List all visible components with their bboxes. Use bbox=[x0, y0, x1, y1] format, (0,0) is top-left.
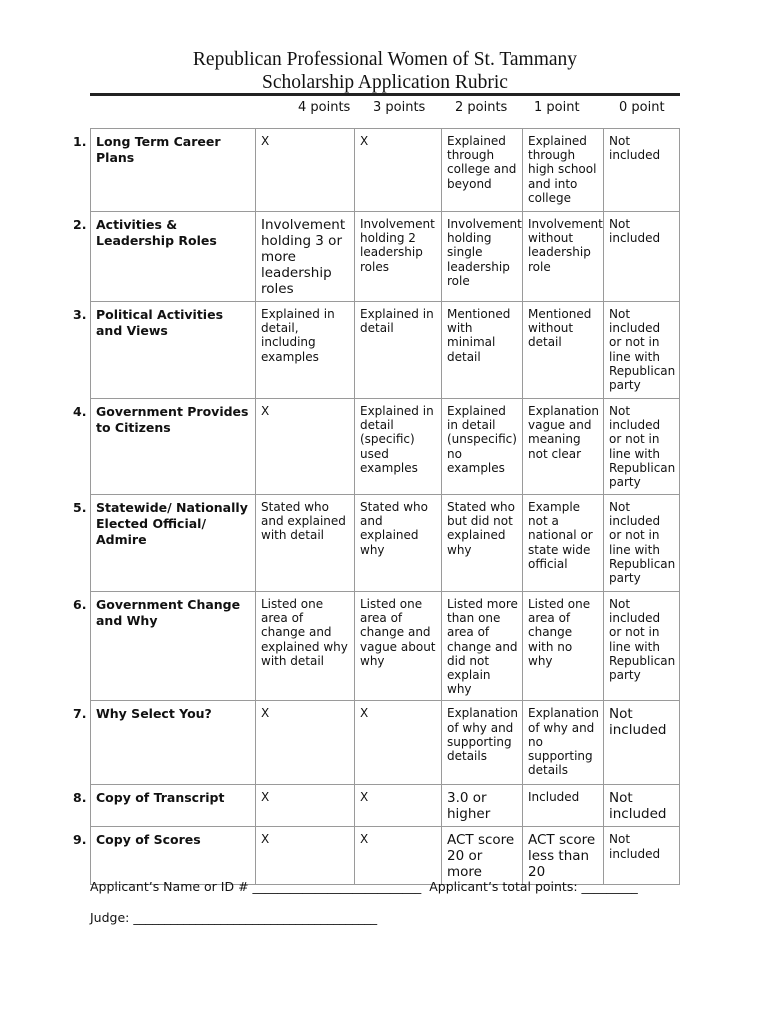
criterion-number: 5. bbox=[73, 500, 87, 515]
score-cell-0: Not included bbox=[604, 212, 680, 302]
criterion-number: 7. bbox=[73, 706, 87, 722]
points-header-2: 2 points bbox=[455, 100, 508, 115]
score-cell-4: X bbox=[256, 129, 355, 212]
score-cell-0: Not included or not in line with Republican party bbox=[604, 495, 680, 592]
criterion-cell bbox=[73, 212, 256, 302]
score-cell-2: Explained through college and beyond bbox=[442, 129, 523, 212]
table-row bbox=[91, 302, 680, 399]
score-cell-4: Stated who and explained with detail bbox=[256, 495, 355, 592]
score-cell-0: Not included or not in line with Republican party bbox=[604, 592, 680, 701]
criterion-label: Long Term Career Plans bbox=[96, 134, 221, 165]
table-row bbox=[91, 212, 680, 302]
criterion-label: Statewide/ Nationally Elected Official/ Admire bbox=[96, 500, 248, 547]
criterion-label: Activities & Leadership Roles bbox=[96, 217, 217, 248]
table-row bbox=[91, 701, 680, 785]
points-header-3: 3 points bbox=[373, 100, 426, 115]
score-cell-2: Explained in detail (unspecific) no examples bbox=[442, 399, 523, 495]
score-cell-1: Mentioned without detail bbox=[523, 302, 604, 399]
score-cell-4: Explained in detail, including examples bbox=[256, 302, 355, 399]
criterion-number: 8. bbox=[73, 790, 87, 806]
score-cell-4: X bbox=[256, 399, 355, 495]
score-cell-2: Listed more than one area of change and did not explain why bbox=[442, 592, 523, 701]
score-cell-3: X bbox=[355, 129, 442, 212]
score-cell-3: X bbox=[355, 827, 442, 885]
judge-line: Judge: _______________________________________ bbox=[90, 910, 378, 925]
score-cell-0: Not included bbox=[604, 129, 680, 212]
score-cell-0: Not included or not in line with Republican party bbox=[604, 302, 680, 399]
points-header-4: 4 points bbox=[298, 100, 351, 115]
criterion-cell bbox=[73, 785, 256, 827]
criterion-number: 4. bbox=[73, 404, 87, 419]
score-cell-0: Not included bbox=[604, 827, 680, 885]
score-cell-1: ACT score less than 20 bbox=[523, 827, 604, 885]
score-cell-2: Stated who but did not explained why bbox=[442, 495, 523, 592]
criterion-cell bbox=[73, 495, 256, 592]
score-cell-1: Involvement without leadership role bbox=[523, 212, 604, 302]
criterion-label: Copy of Scores bbox=[96, 832, 201, 848]
score-cell-3: X bbox=[355, 701, 442, 785]
criterion-number: 9. bbox=[73, 832, 87, 848]
applicant-line: Applicant’s Name or ID # ___________________________ Applicant’s total points: _________ bbox=[90, 879, 638, 894]
score-cell-4: X bbox=[256, 701, 355, 785]
score-cell-2: Involvement holding single leadership role bbox=[442, 212, 523, 302]
table-row bbox=[91, 785, 680, 827]
score-cell-1: Listed one area of change with no why bbox=[523, 592, 604, 701]
score-cell-0: Not included or not in line with Republican party bbox=[604, 399, 680, 495]
score-cell-3: Listed one area of change and vague about why bbox=[355, 592, 442, 701]
score-cell-3: Explained in detail bbox=[355, 302, 442, 399]
table-row bbox=[91, 592, 680, 701]
score-cell-4: Listed one area of change and explained why with detail bbox=[256, 592, 355, 701]
score-cell-3: Explained in detail (specific) used examples bbox=[355, 399, 442, 495]
score-cell-0: Not included bbox=[604, 701, 680, 785]
score-cell-0: Not included bbox=[604, 785, 680, 827]
points-header-1: 1 point bbox=[534, 100, 580, 115]
score-cell-3: Stated who and explained why bbox=[355, 495, 442, 592]
criterion-cell bbox=[73, 129, 256, 212]
score-cell-1: Explained through high school and into college bbox=[523, 129, 604, 212]
criterion-label: Government Provides to Citizens bbox=[96, 404, 249, 435]
score-cell-2: 3.0 or higher bbox=[442, 785, 523, 827]
table-row bbox=[91, 129, 680, 212]
criterion-cell bbox=[73, 592, 256, 701]
score-cell-3: X bbox=[355, 785, 442, 827]
document-subtitle: Scholarship Application Rubric bbox=[262, 72, 508, 93]
score-cell-2: ACT score 20 or more bbox=[442, 827, 523, 885]
score-cell-1: Example not a national or state wide official bbox=[523, 495, 604, 592]
criterion-label: Copy of Transcript bbox=[96, 790, 225, 806]
criterion-label: Government Change and Why bbox=[96, 597, 241, 628]
criterion-number: 1. bbox=[73, 134, 87, 149]
criterion-cell bbox=[73, 399, 256, 495]
document-title: Republican Professional Women of St. Tammany bbox=[192, 49, 578, 70]
score-cell-4: X bbox=[256, 785, 355, 827]
criterion-cell bbox=[73, 302, 256, 399]
table-row bbox=[91, 827, 680, 885]
criterion-label: Political Activities and Views bbox=[96, 307, 224, 338]
score-cell-1: Explanation of why and no supporting details bbox=[523, 701, 604, 785]
title-divider bbox=[90, 93, 680, 96]
criterion-number: 2. bbox=[73, 217, 87, 232]
score-cell-4: X bbox=[256, 827, 355, 885]
score-cell-2: Explanation of why and supporting details bbox=[442, 701, 523, 785]
table-row bbox=[91, 495, 680, 592]
criterion-cell bbox=[73, 827, 256, 885]
criterion-label: Why Select You? bbox=[96, 706, 212, 722]
criterion-cell bbox=[73, 701, 256, 785]
criterion-number: 6. bbox=[73, 597, 87, 612]
score-cell-1: Included bbox=[523, 785, 604, 827]
score-cell-4: Involvement holding 3 or more leadership roles bbox=[256, 212, 355, 302]
score-cell-2: Mentioned with minimal detail bbox=[442, 302, 523, 399]
score-cell-3: Involvement holding 2 leadership roles bbox=[355, 212, 442, 302]
table-row bbox=[91, 399, 680, 495]
score-cell-1: Explanation vague and meaning not clear bbox=[523, 399, 604, 495]
rubric-table bbox=[73, 128, 680, 885]
criterion-number: 3. bbox=[73, 307, 87, 322]
points-header-0: 0 point bbox=[619, 100, 665, 115]
